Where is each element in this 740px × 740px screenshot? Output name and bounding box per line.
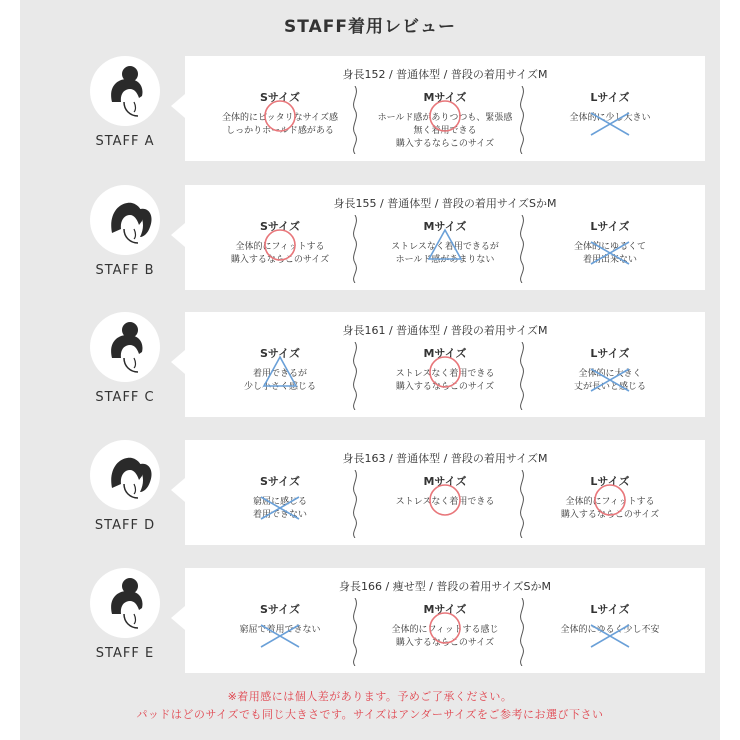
- staff-name: STAFF B: [95, 263, 155, 278]
- circle-mark-icon: [260, 96, 300, 140]
- review-card: [185, 312, 705, 417]
- size-label: Mサイズ: [423, 347, 467, 360]
- circle-mark-icon: [260, 225, 300, 269]
- size-comment: ストレスなく着用できるが ホールド感があまりない: [391, 242, 499, 265]
- circle-mark-icon: [425, 352, 465, 396]
- staff-profile: 身長152 / 普通体型 / 普段の着用サイズM: [342, 68, 548, 81]
- cross-mark-icon: [257, 621, 303, 655]
- size-comment: 着用できるが 少し小さく感じる: [243, 369, 316, 392]
- size-comment: 全体的にフィットする 購入するならこのサイズ: [560, 497, 660, 520]
- speech-bubble-tail: [171, 94, 185, 118]
- triangle-mark-icon: [425, 225, 465, 269]
- size-label: Mサイズ: [423, 220, 467, 233]
- size-label: Sサイズ: [259, 91, 301, 104]
- size-label: Lサイズ: [590, 475, 630, 488]
- cross-mark-icon: [587, 109, 633, 143]
- cross-mark-icon: [587, 238, 633, 272]
- cross-mark-icon: [587, 365, 633, 399]
- size-comment: 窮屈に感じる 着用できない: [252, 497, 307, 520]
- cross-mark-icon: [587, 621, 633, 655]
- size-comment: ストレスなく着用できる 購入するならこのサイズ: [395, 369, 495, 392]
- wavy-divider: [515, 342, 529, 414]
- size-review-panel: [20, 0, 720, 740]
- wavy-divider: [515, 598, 529, 670]
- size-label: Mサイズ: [423, 91, 467, 104]
- staff-row: [20, 440, 720, 545]
- size-comment: 窮屈で着用できない: [239, 625, 321, 635]
- review-card: [185, 185, 705, 290]
- size-comment: 全体的に少し大きい: [569, 113, 651, 123]
- size-comment: 全体的にゆるくて 着用出来ない: [573, 242, 646, 265]
- staff-avatar: [90, 312, 160, 382]
- wavy-divider: [515, 470, 529, 542]
- size-label: Mサイズ: [423, 603, 467, 616]
- note-individual-difference: ※着用感には個人差があります。予めご了承ください。: [227, 690, 513, 703]
- size-label: Lサイズ: [590, 347, 630, 360]
- speech-bubble-tail: [171, 606, 185, 630]
- size-comment: 全体的にゆるく少し不安: [560, 625, 660, 635]
- size-label: Sサイズ: [259, 603, 301, 616]
- staff-row: [20, 56, 720, 161]
- staff-profile: 身長161 / 普通体型 / 普段の着用サイズM: [342, 324, 548, 337]
- staff-profile: 身長166 / 痩せ型 / 普段の着用サイズSかM: [339, 580, 551, 593]
- cross-mark-icon: [257, 493, 303, 527]
- staff-row: [20, 185, 720, 290]
- circle-mark-icon: [590, 480, 630, 524]
- circle-mark-icon: [425, 608, 465, 652]
- wavy-divider: [515, 215, 529, 287]
- staff-row: [20, 312, 720, 417]
- size-comment: ストレスなく着用できる: [395, 497, 495, 507]
- staff-profile: 身長155 / 普通体型 / 普段の着用サイズSかM: [333, 197, 557, 210]
- circle-mark-icon: [425, 96, 465, 140]
- review-card: [185, 568, 705, 673]
- speech-bubble-tail: [171, 223, 185, 247]
- size-comment: 全体的にピッタリなサイズ感 しっかりホールド感がある: [222, 113, 338, 136]
- staff-name: STAFF C: [95, 390, 155, 405]
- wavy-divider: [348, 598, 362, 670]
- wavy-divider: [515, 86, 529, 158]
- staff-name: STAFF D: [94, 518, 156, 533]
- size-label: Sサイズ: [259, 220, 301, 233]
- size-comment: 全体的にフィットする 購入するならこのサイズ: [230, 242, 330, 265]
- note-pad-size: パッドはどのサイズでも同じ大きさです。サイズはアンダーサイズをご参考にお選び下さい: [136, 708, 604, 721]
- circle-mark-icon: [425, 480, 465, 524]
- staff-avatar: [90, 440, 160, 510]
- wavy-divider: [348, 86, 362, 158]
- speech-bubble-tail: [171, 478, 185, 502]
- size-comment: 全体的にフィットする感じ 購入するならこのサイズ: [391, 625, 499, 648]
- page-title: STAFF着用レビュー: [284, 17, 456, 37]
- size-label: Sサイズ: [259, 475, 301, 488]
- size-label: Lサイズ: [590, 603, 630, 616]
- size-label: Mサイズ: [423, 475, 467, 488]
- size-comment: ホールド感がありつつも、緊張感 無く着用できる 購入するならこのサイズ: [377, 113, 513, 149]
- size-label: Lサイズ: [590, 91, 630, 104]
- wavy-divider: [348, 470, 362, 542]
- size-label: Sサイズ: [259, 347, 301, 360]
- wavy-divider: [348, 342, 362, 414]
- staff-avatar: [90, 568, 160, 638]
- staff-name: STAFF E: [95, 646, 155, 661]
- review-card: [185, 440, 705, 545]
- size-comment: 全体的に大きく 丈が長いと感じる: [573, 369, 646, 392]
- triangle-mark-icon: [260, 352, 300, 396]
- staff-avatar: [90, 56, 160, 126]
- staff-row: [20, 568, 720, 673]
- speech-bubble-tail: [171, 350, 185, 374]
- wavy-divider: [348, 215, 362, 287]
- staff-name: STAFF A: [95, 134, 155, 149]
- staff-avatar: [90, 185, 160, 255]
- staff-profile: 身長163 / 普通体型 / 普段の着用サイズM: [342, 452, 548, 465]
- review-card: [185, 56, 705, 161]
- size-label: Lサイズ: [590, 220, 630, 233]
